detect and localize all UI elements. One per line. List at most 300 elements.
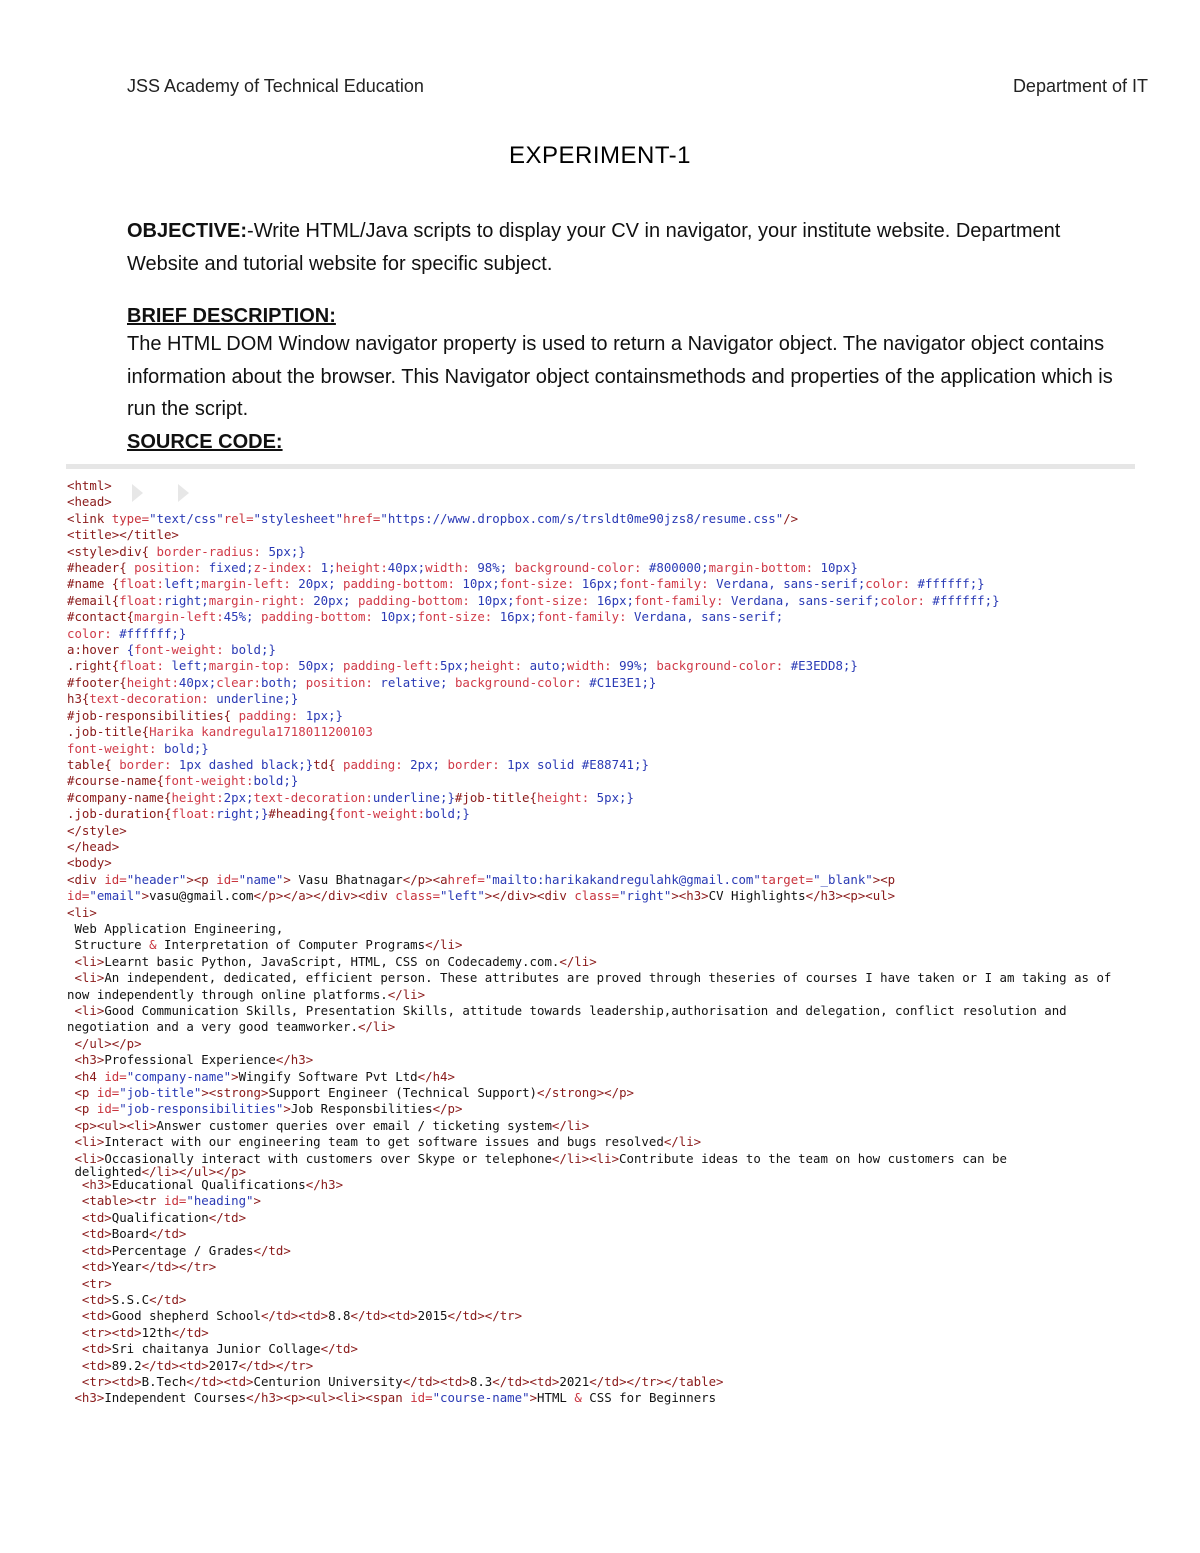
code-token: padding-bottom: xyxy=(260,609,381,625)
code-token: delighted xyxy=(67,1164,142,1180)
code-token: #heading{ xyxy=(268,806,336,822)
code-token: </td><td> xyxy=(186,1373,254,1389)
code-token: & xyxy=(149,937,157,953)
code-line xyxy=(67,1374,1139,1390)
code-token: <td> xyxy=(67,1291,112,1307)
code-token: #800000; xyxy=(648,560,709,576)
code-token: width: xyxy=(566,658,620,674)
code-token: <td> xyxy=(67,1226,112,1242)
code-token: 1px dashed black;} xyxy=(178,756,314,772)
code-token: margin-right: xyxy=(208,592,314,608)
code-token: div{ xyxy=(119,543,157,559)
code-token: float: xyxy=(119,592,164,608)
code-line xyxy=(67,872,1139,888)
code-token: id= xyxy=(104,871,127,887)
code-line xyxy=(67,1325,1139,1341)
code-line xyxy=(67,921,1139,937)
code-token: id= xyxy=(104,1068,127,1084)
code-token: </p> xyxy=(432,1101,463,1117)
code-token: class= xyxy=(395,888,441,904)
code-token: 2px; xyxy=(410,756,448,772)
code-token: font-family: xyxy=(634,592,731,608)
code-line xyxy=(67,954,1139,970)
code-token: Sri chaitanya Junior Collage xyxy=(111,1341,321,1357)
code-token: </style> xyxy=(67,822,127,838)
code-token: </p></a></div><div xyxy=(253,888,396,904)
code-token: <body> xyxy=(67,855,112,871)
code-token: <p><ul><li> xyxy=(67,1117,157,1133)
code-token: href= xyxy=(447,871,485,887)
code-token: </td> xyxy=(253,1242,291,1258)
code-line xyxy=(67,675,1139,691)
code-token: #job-responsibilities{ xyxy=(67,707,239,723)
code-token: Occasionally interact with customers over Skype or telephone xyxy=(104,1150,552,1166)
code-token: <link xyxy=(67,510,112,526)
code-token: "job-title" xyxy=(119,1085,202,1101)
code-token: > xyxy=(231,1068,239,1084)
code-line xyxy=(67,855,1139,871)
code-token: "mailto:harikakandregulahk@gmail.com" xyxy=(484,871,761,887)
code-line xyxy=(67,626,1139,642)
code-line xyxy=(67,724,1139,740)
code-token: class= xyxy=(574,888,620,904)
code-token: "right" xyxy=(619,888,672,904)
page-title: EXPERIMENT-1 xyxy=(508,142,692,169)
code-token: href= xyxy=(343,510,381,526)
code-line xyxy=(67,1226,1139,1242)
code-token: Interpretation of Computer Programs xyxy=(156,937,426,953)
code-token: border-radius: xyxy=(156,543,269,559)
code-token: background-color: xyxy=(514,560,649,576)
code-line xyxy=(67,494,1139,510)
code-token: right; xyxy=(163,592,209,608)
code-token: <h3> xyxy=(67,1052,105,1068)
code-token: 40px; xyxy=(387,560,426,576)
code-token: color: xyxy=(865,576,918,592)
code-line xyxy=(67,1390,1139,1406)
code-token: 40px; xyxy=(178,674,217,690)
code-token: "header" xyxy=(126,871,187,887)
code-line xyxy=(67,1292,1139,1308)
code-token: Web Application Engineering, xyxy=(67,920,284,936)
code-token: 2021 xyxy=(559,1373,590,1389)
code-token: </li> xyxy=(551,1117,590,1133)
code-line xyxy=(67,708,1139,724)
code-token: Contribute ideas to the team on how customers can be xyxy=(619,1150,1007,1166)
code-token: Job Responsbilities xyxy=(290,1101,433,1117)
code-token: </td><td> xyxy=(260,1308,329,1324)
code-token: Harika kandregula1718011200103 xyxy=(149,724,373,740)
code-token: font-size: xyxy=(417,609,500,625)
code-line xyxy=(67,1085,1139,1101)
code-token: </td><td> xyxy=(141,1357,209,1373)
code-token: 5px;} xyxy=(596,789,634,805)
code-line xyxy=(67,888,1139,904)
code-token: id= xyxy=(96,1085,120,1101)
code-token: An independent, dedicated, efficient person. These attributes are proved through theseries of courses I have taken or I am taking as of now independently through online platforms. xyxy=(67,970,1119,1002)
code-token: </h3><p><ul><li><span xyxy=(246,1390,411,1406)
code-token: margin-top: xyxy=(208,658,299,674)
code-token: <h4 xyxy=(67,1068,105,1084)
code-token: </li> xyxy=(425,937,463,953)
code-token: 16px; xyxy=(499,609,538,625)
code-token: relative; xyxy=(380,674,455,690)
code-token: CSS for Beginners xyxy=(581,1390,717,1406)
code-token: height: xyxy=(536,789,597,805)
code-line xyxy=(67,823,1139,839)
code-token: <li> xyxy=(67,1150,105,1166)
code-token: 5px; xyxy=(440,658,470,674)
code-token: </li> xyxy=(663,1134,702,1150)
code-token: <html> xyxy=(67,478,112,493)
code-token: S.S.C xyxy=(111,1291,150,1307)
code-token: </td><td> xyxy=(350,1308,418,1324)
objective-label: OBJECTIVE: xyxy=(127,220,248,242)
code-token: HTML xyxy=(537,1390,575,1406)
code-token: 89.2 xyxy=(111,1357,142,1373)
code-token: Centurion University xyxy=(253,1373,403,1389)
code-token: id= xyxy=(216,871,239,887)
code-divider xyxy=(66,464,1135,469)
code-line xyxy=(67,1052,1139,1068)
code-token: margin-left: xyxy=(134,609,224,625)
code-token: </td></tr> xyxy=(447,1308,523,1324)
code-token: </p><a xyxy=(402,871,448,887)
code-token: </li> xyxy=(559,953,597,969)
code-token: <tr> xyxy=(67,1275,112,1291)
code-token: Percentage / Grades xyxy=(111,1242,254,1258)
code-token: #footer{ xyxy=(67,674,127,690)
code-token: font-weight: xyxy=(67,740,164,756)
code-line xyxy=(67,790,1139,806)
code-token: > xyxy=(283,1101,291,1117)
code-line xyxy=(67,1003,1139,1036)
code-line xyxy=(67,1276,1139,1292)
code-token: bold;} xyxy=(163,740,209,756)
code-token: 2px; xyxy=(223,789,254,805)
code-token: color: xyxy=(880,592,933,608)
code-line xyxy=(67,642,1139,658)
code-token: <li> xyxy=(67,1003,105,1018)
code-token: Year xyxy=(111,1259,142,1275)
code-token: "course-name" xyxy=(432,1390,530,1406)
code-token: padding-bottom: xyxy=(343,576,463,592)
code-token: 2017 xyxy=(208,1357,239,1373)
code-token: <div xyxy=(67,871,105,887)
code-token: font-weight: xyxy=(335,806,426,822)
code-token: CV Highlights xyxy=(708,888,806,904)
code-token: </td></tr></table> xyxy=(589,1373,724,1389)
code-token: border: xyxy=(447,756,508,772)
code-token: vasu@gmail.com xyxy=(149,888,254,904)
code-token: fixed; xyxy=(208,560,254,576)
code-token: auto; xyxy=(529,658,567,674)
code-token: #course-name{ xyxy=(67,773,164,789)
code-token: underline;} xyxy=(372,789,455,805)
objective-section xyxy=(127,215,1127,280)
code-token: 45%; xyxy=(223,609,261,625)
code-line xyxy=(67,773,1139,789)
code-token: target= xyxy=(760,871,814,887)
code-token: 99%; xyxy=(619,658,657,674)
code-token: & xyxy=(574,1390,582,1406)
code-token: ><p xyxy=(872,871,896,887)
code-token: position: xyxy=(305,674,381,690)
code-token: </td></tr> xyxy=(141,1259,217,1275)
code-token: 10px; xyxy=(380,609,418,625)
code-line xyxy=(67,478,1139,494)
code-token: #E3EDD8;} xyxy=(790,658,858,674)
code-token: </h4> xyxy=(417,1068,455,1084)
code-line xyxy=(67,1134,1139,1150)
code-line xyxy=(67,806,1139,822)
code-line xyxy=(67,1210,1139,1226)
code-token: #email{ xyxy=(67,592,120,608)
code-token: 8.8 xyxy=(328,1308,351,1324)
code-token: id= xyxy=(410,1390,433,1406)
code-token: </td><td> xyxy=(492,1373,560,1389)
code-token: <td> xyxy=(67,1259,112,1275)
code-token: Independent Courses xyxy=(104,1390,247,1406)
code-token: "_blank" xyxy=(813,871,873,887)
code-token: B.Tech xyxy=(141,1373,187,1389)
code-token: id= xyxy=(163,1193,187,1209)
code-token: 10px; xyxy=(477,592,515,608)
code-token: font-family: xyxy=(619,576,717,592)
code-token: height: xyxy=(335,560,388,576)
code-token: #header{ xyxy=(67,560,135,576)
code-line xyxy=(67,970,1139,1003)
code-token: "name" xyxy=(238,871,284,887)
code-line xyxy=(67,905,1139,921)
code-token: padding-bottom: xyxy=(357,592,478,608)
code-line xyxy=(67,658,1139,674)
code-line xyxy=(67,527,1139,543)
code-token: 16px; xyxy=(581,576,620,592)
code-token: width: xyxy=(425,560,478,576)
code-token: 1px solid #E88741;} xyxy=(507,756,649,772)
code-token: "job-responsibilities" xyxy=(119,1101,284,1117)
code-line xyxy=(67,1177,1139,1193)
code-token: 1; xyxy=(320,560,336,576)
code-token: </td><td> xyxy=(402,1373,470,1389)
code-token: > xyxy=(529,1390,538,1406)
code-line xyxy=(67,691,1139,707)
code-token: #job-title{ xyxy=(454,789,537,805)
code-token: Support Engineer (Technical Support) xyxy=(268,1085,538,1101)
code-token: float: xyxy=(119,576,164,592)
brief-description-heading: BRIEF DESCRIPTION: xyxy=(127,305,336,327)
code-token: </td> xyxy=(320,1341,358,1357)
code-token: float: xyxy=(171,806,217,822)
code-line xyxy=(67,1193,1139,1209)
code-token: Verdana, sans-serif; xyxy=(634,609,784,625)
code-line xyxy=(67,544,1139,560)
source-code-block xyxy=(67,478,1139,1407)
code-token: </li> xyxy=(357,1019,396,1035)
code-token: padding: xyxy=(343,756,411,772)
code-token: font-weight: xyxy=(134,642,232,658)
code-token: Educational Qualifications xyxy=(111,1177,306,1193)
code-token: ><p xyxy=(186,871,217,887)
code-token: font-weight: xyxy=(163,773,254,789)
code-token: 50px; xyxy=(298,658,344,674)
code-token: 5px;} xyxy=(268,543,306,559)
code-token: "https://www.dropbox.com/s/trsldt0me90jzs8/resume.css" xyxy=(380,510,784,526)
source-code-heading: SOURCE CODE: xyxy=(127,431,283,453)
code-token: </li></ul></p> xyxy=(141,1164,247,1180)
code-token: <p xyxy=(67,1101,97,1117)
code-token: </strong></p> xyxy=(537,1085,634,1101)
code-token: underline;} xyxy=(216,691,299,707)
code-token: a:hover xyxy=(67,642,127,658)
code-token: text-decoration: xyxy=(253,789,373,805)
code-token: margin-bottom: xyxy=(708,560,821,576)
code-token: <p xyxy=(67,1085,97,1101)
code-token: </head> xyxy=(67,838,120,854)
department-name: Department of IT xyxy=(1012,76,1148,96)
code-token: both; xyxy=(260,674,306,690)
code-line xyxy=(67,511,1139,527)
code-token: z-index: xyxy=(253,560,321,576)
code-token: <td> xyxy=(67,1242,112,1258)
code-token: type= xyxy=(111,510,150,526)
code-token: #name { xyxy=(67,576,120,592)
code-token: > xyxy=(283,871,291,887)
code-line xyxy=(67,1101,1139,1117)
code-token: </td></tr> xyxy=(238,1357,314,1373)
code-line xyxy=(67,1341,1139,1357)
code-token: 12th xyxy=(141,1324,172,1340)
code-token: ><h3> xyxy=(671,888,709,904)
code-token: Board xyxy=(111,1226,150,1242)
code-token: background-color: xyxy=(656,658,791,674)
code-token: <td> xyxy=(67,1209,112,1225)
code-line xyxy=(67,741,1139,757)
code-token: id= xyxy=(67,888,90,904)
code-line xyxy=(67,609,1139,625)
code-token: <li> xyxy=(67,970,105,986)
code-token: <h3> xyxy=(67,1390,105,1406)
code-token: font-size: xyxy=(514,592,597,608)
code-token: </td> xyxy=(149,1291,187,1307)
code-token: padding: xyxy=(238,707,306,723)
code-token: font-size: xyxy=(499,576,582,592)
code-token: #ffffff;} xyxy=(119,625,187,641)
code-token: id= xyxy=(96,1101,120,1117)
code-token: Wingify Software Pvt Ltd xyxy=(238,1068,418,1084)
code-line xyxy=(67,937,1139,953)
code-line xyxy=(67,839,1139,855)
code-token: Answer customer queries over email / ticketing system xyxy=(156,1117,552,1133)
code-token: 10px} xyxy=(820,560,858,576)
code-token: 16px; xyxy=(596,592,634,608)
code-token: padding-left: xyxy=(343,658,441,674)
code-token: 20px; xyxy=(313,592,358,608)
code-token: height: xyxy=(171,789,224,805)
code-token: #C1E3E1;} xyxy=(589,674,657,690)
code-token: Verdana, sans-serif; xyxy=(730,592,881,608)
code-token: height: xyxy=(126,674,179,690)
code-token: border: xyxy=(119,756,179,772)
code-token: text-decoration: xyxy=(89,691,217,707)
code-token: position: xyxy=(134,560,209,576)
code-line xyxy=(67,1069,1139,1085)
code-token: Learnt basic Python, JavaScript, HTML, CSS on Codecademy.com. xyxy=(104,953,560,969)
code-token: </td> xyxy=(208,1209,247,1225)
code-token: height: xyxy=(469,658,530,674)
code-token: <td> xyxy=(67,1357,112,1373)
code-token: ></div><div xyxy=(484,888,575,904)
code-token: margin-left: xyxy=(201,576,299,592)
code-token: > xyxy=(141,888,150,904)
code-token: /> xyxy=(783,510,799,526)
code-token: "email" xyxy=(89,888,142,904)
code-token: 98%; xyxy=(477,560,515,576)
code-token: </td> xyxy=(149,1226,187,1242)
code-token: <tr><td> xyxy=(67,1373,142,1389)
code-token: bold;} xyxy=(231,642,276,658)
code-token: background-color: xyxy=(454,674,590,690)
code-token: </td> xyxy=(171,1324,209,1340)
code-token: <style> xyxy=(67,543,120,559)
code-token: 20px; xyxy=(298,576,344,592)
code-line xyxy=(67,560,1139,576)
code-token: Structure xyxy=(67,937,150,953)
code-line xyxy=(67,1358,1139,1374)
code-token: bold;} xyxy=(425,806,470,822)
code-token: <title></title> xyxy=(67,527,179,543)
code-token: <li> xyxy=(67,953,105,969)
code-token: clear: xyxy=(216,674,261,690)
code-token: td{ xyxy=(313,756,344,772)
code-line xyxy=(67,1118,1139,1134)
code-token: Qualification xyxy=(111,1209,209,1225)
code-line xyxy=(67,576,1139,592)
code-line xyxy=(67,1259,1139,1275)
code-token: 2015 xyxy=(417,1308,448,1324)
code-token: <head> xyxy=(67,494,112,510)
code-token: </ul></p> xyxy=(67,1035,142,1051)
code-token: "company-name" xyxy=(126,1068,232,1084)
code-token: float: xyxy=(119,658,172,674)
code-token: 8.3 xyxy=(469,1373,493,1389)
code-token: rel= xyxy=(223,510,254,526)
code-token: .right{ xyxy=(67,658,120,674)
code-token: bold;} xyxy=(253,773,299,789)
code-token: Vasu Bhatnagar xyxy=(290,871,403,887)
code-token: </h3><p><ul> xyxy=(805,888,896,904)
code-token: #ffffff;} xyxy=(932,592,1000,608)
objective-text: -Write HTML/Java scripts to display your CV in navigator, your institute website. Department Website and tutorial website for specific subject. xyxy=(127,220,1061,275)
code-token: 1px;} xyxy=(305,707,344,723)
code-token: </li><li> xyxy=(551,1150,620,1166)
code-token: </li> xyxy=(387,986,426,1002)
code-line xyxy=(67,593,1139,609)
code-token: "left" xyxy=(440,888,485,904)
code-token: </h3> xyxy=(275,1052,314,1068)
code-line xyxy=(67,1308,1139,1324)
code-token: "heading" xyxy=(186,1193,254,1209)
code-token: <li> xyxy=(67,904,97,920)
code-token: font-family: xyxy=(537,609,635,625)
code-line xyxy=(67,1164,1139,1180)
code-token: left; xyxy=(171,658,209,674)
code-token: "text/css" xyxy=(149,510,224,526)
code-token: #ffffff;} xyxy=(917,576,985,592)
code-token: #contact{ xyxy=(67,609,135,625)
code-token: <td> xyxy=(67,1341,112,1357)
